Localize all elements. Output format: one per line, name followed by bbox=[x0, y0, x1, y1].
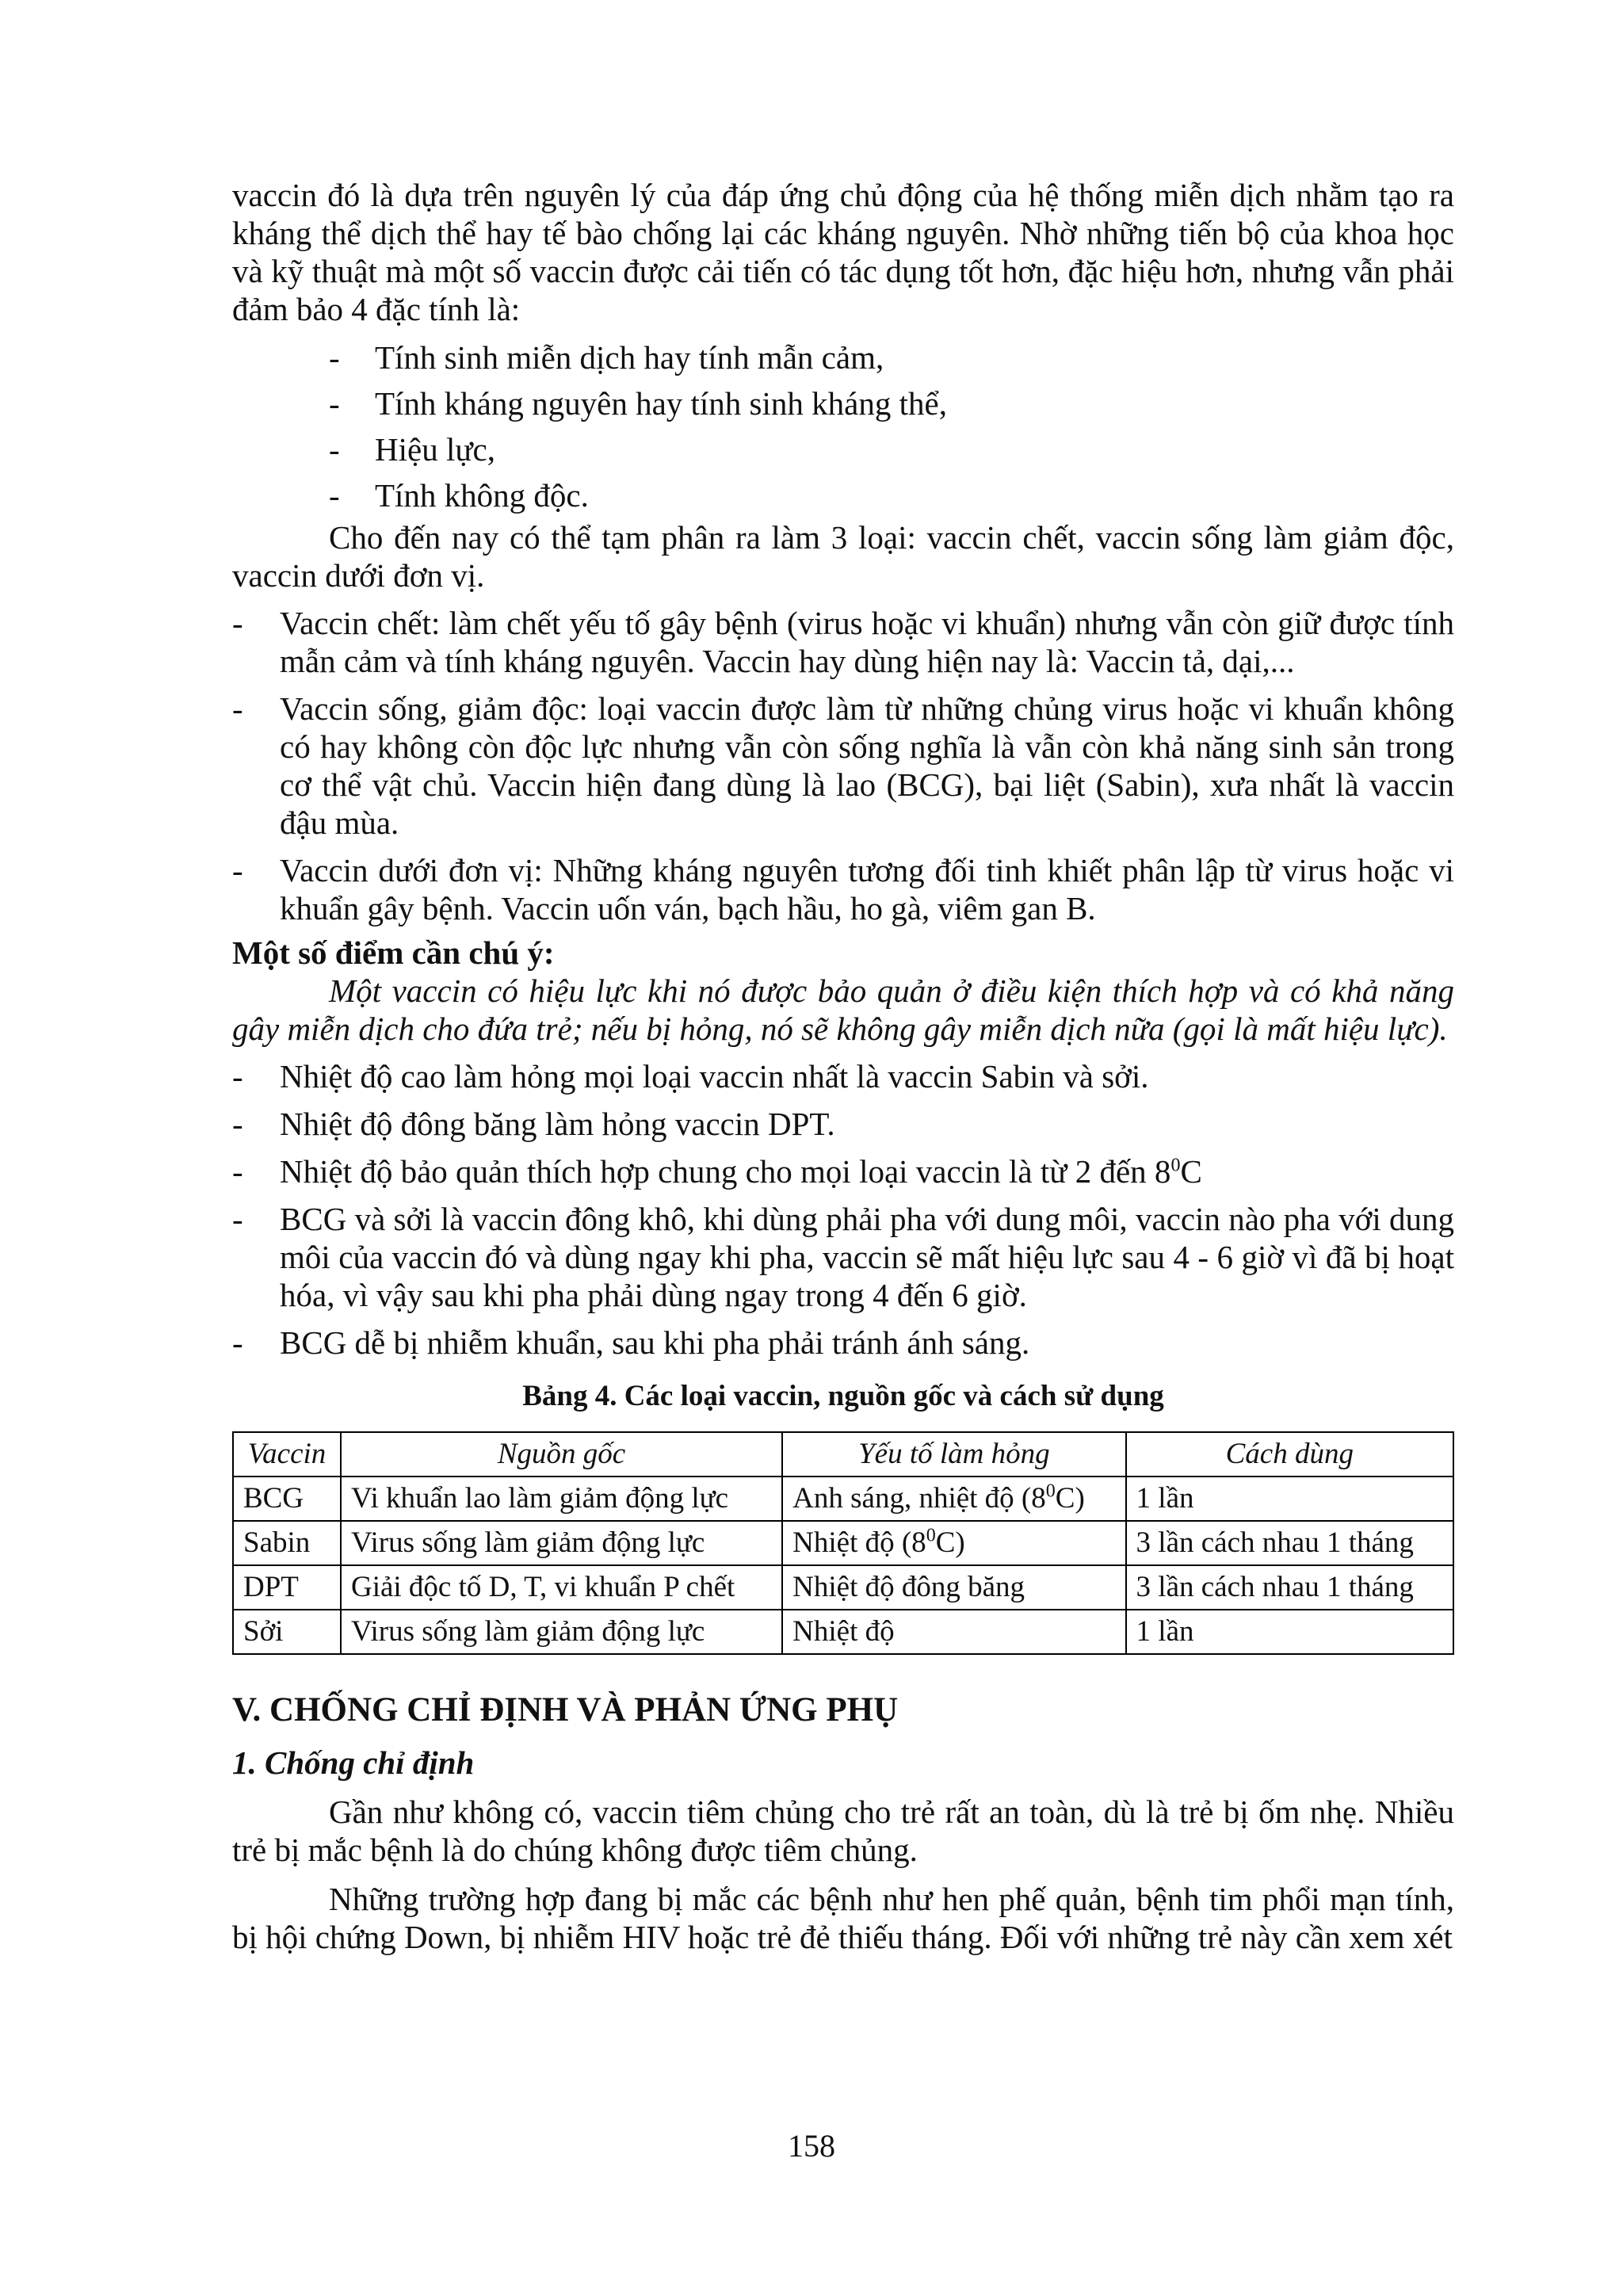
table-cell: Nhiệt độ đông băng bbox=[782, 1565, 1125, 1610]
vaccine-type-text: Vaccin sống, giảm độc: loại vaccin được làm từ những chủng virus hoặc vi khuẩn không có hay không còn độc lực nhưng vẫn còn sống nghĩa là vẫn còn khả năng sinh sản trong cơ thể vật chủ. Vaccin hiện đang dùng là lao (BCG), bại liệt (Sabin), xưa nhất là vaccin đậu mùa. bbox=[280, 690, 1454, 841]
table-header-row bbox=[233, 1432, 1453, 1477]
cell-text: Nhiệt độ (8 bbox=[792, 1526, 926, 1559]
vaccine-type-item: - Vaccin chết: làm chết yếu tố gây bệnh (virus hoặc vi khuẩn) nhưng vẫn còn giữ được tính mẫn cảm và tính kháng nguyên. Vaccin hay dùng hiện nay là: Vaccin tả, dại,... bbox=[232, 605, 1454, 679]
table-cell: Sởi bbox=[233, 1610, 341, 1654]
note-text: Nhiệt độ cao làm hỏng mọi loại vaccin nhất là vaccin Sabin và sởi. bbox=[280, 1058, 1149, 1095]
table-header-cell: Yếu tố làm hỏng bbox=[782, 1432, 1125, 1477]
table-cell bbox=[782, 1477, 1125, 1521]
vaccine-type-text: Vaccin dưới đơn vị: Những kháng nguyên tương đối tinh khiết phân lập từ virus hoặc vi khuẩn gây bệnh. Vaccin uốn ván, bạch hầu, ho gà, viêm gan B. bbox=[280, 852, 1454, 926]
table-row bbox=[233, 1565, 1453, 1610]
cell-text: C) bbox=[1055, 1482, 1085, 1515]
table-cell: 1 lần bbox=[1126, 1610, 1453, 1654]
note-text: Nhiệt độ đông băng làm hỏng vaccin DPT. bbox=[280, 1106, 835, 1142]
superscript: 0 bbox=[926, 1525, 936, 1546]
notes-heading: Một số điểm cần chú ý: bbox=[232, 934, 555, 971]
note-text-unit: C bbox=[1180, 1153, 1202, 1190]
table-header-cell: Cách dùng bbox=[1126, 1432, 1453, 1477]
table-row bbox=[233, 1521, 1453, 1565]
table-cell: Virus sống làm giảm động lực bbox=[341, 1610, 782, 1654]
note-item: - BCG và sởi là vaccin đông khô, khi dùng phải pha với dung môi, vaccin nào pha với dung môi của vaccin đó và dùng ngay khi pha, vaccin sẽ mất hiệu lực sau 4 - 6 giờ vì đã bị hoạt hóa, vì vậy sau khi pha phải dùng ngay trong 4 đến 6 giờ. bbox=[232, 1201, 1454, 1313]
notes-italic-paragraph: Một vaccin có hiệu lực khi nó được bảo quản ở điều kiện thích hợp và có khả năng gây miễn dịch cho đứa trẻ; nếu bị hỏng, nó sẽ không gây miễn dịch nữa (gọi là mất hiệu lực). bbox=[232, 972, 1454, 1047]
cell-text: C) bbox=[935, 1526, 965, 1559]
vaccine-type-text: Vaccin chết: làm chết yếu tố gây bệnh (virus hoặc vi khuẩn) nhưng vẫn còn giữ được tính mẫn cảm và tính kháng nguyên. Vaccin hay dùng hiện nay là: Vaccin tả, dại,... bbox=[280, 605, 1454, 679]
note-item: - Nhiệt độ đông băng làm hỏng vaccin DPT. bbox=[232, 1106, 835, 1142]
intro-paragraph: vaccin đó là dựa trên nguyên lý của đáp ứng chủ động của hệ thống miễn dịch nhằm tạo ra kháng thể dịch thể hay tế bào chống lại các kháng nguyên. Nhờ những tiến bộ của khoa học và kỹ thuật mà một số vaccin được cải tiến có tác dụng tốt hơn, đặc hiệu hơn, nhưng vẫn phải đảm bảo 4 đặc tính là: bbox=[232, 177, 1454, 327]
note-text: Nhiệt độ bảo quản thích hợp chung cho mọi loại vaccin là từ 2 đến 8 bbox=[280, 1153, 1171, 1190]
body-paragraph: Gần như không có, vaccin tiêm chủng cho trẻ rất an toàn, dù là trẻ bị ốm nhẹ. Nhiều trẻ bị mắc bệnh là do chúng không được tiêm chủng. bbox=[232, 1794, 1454, 1868]
vaccine-table bbox=[232, 1431, 1454, 1655]
table-cell: Virus sống làm giảm động lực bbox=[341, 1521, 782, 1565]
traits-list bbox=[232, 334, 1454, 518]
superscript: 0 bbox=[1170, 1155, 1181, 1176]
table-row bbox=[233, 1610, 1453, 1654]
note-text: BCG và sởi là vaccin đông khô, khi dùng phải pha với dung môi, vaccin nào pha với dung môi của vaccin đó và dùng ngay khi pha, vaccin sẽ mất hiệu lực sau 4 - 6 giờ vì đã bị hoạt hóa, vì vậy sau khi pha phải dùng ngay trong 4 đến 6 giờ. bbox=[280, 1201, 1454, 1313]
table-cell: 3 lần cách nhau 1 tháng bbox=[1126, 1565, 1453, 1610]
table-row bbox=[233, 1477, 1453, 1521]
superscript: 0 bbox=[1045, 1480, 1056, 1502]
table-cell: Sabin bbox=[233, 1521, 341, 1565]
list-item: - Tính kháng nguyên hay tính sinh kháng thể, bbox=[232, 380, 1454, 426]
table-cell bbox=[782, 1521, 1125, 1565]
vaccine-type-item: - Vaccin sống, giảm độc: loại vaccin được làm từ những chủng virus hoặc vi khuẩn không có hay không còn độc lực nhưng vẫn còn sống nghĩa là vẫn còn khả năng sinh sản trong cơ thể vật chủ. Vaccin hiện đang dùng là lao (BCG), bại liệt (Sabin), xưa nhất là vaccin đậu mùa. bbox=[232, 690, 1454, 841]
page-number: 158 bbox=[788, 2128, 835, 2164]
section-title: V. CHỐNG CHỈ ĐỊNH VÀ PHẢN ỨNG PHỤ bbox=[232, 1691, 899, 1729]
table-header-cell: Nguồn gốc bbox=[341, 1432, 782, 1477]
note-item: - Nhiệt độ cao làm hỏng mọi loại vaccin nhất là vaccin Sabin và sởi. bbox=[232, 1058, 1149, 1095]
vaccine-type-item: - Vaccin dưới đơn vị: Những kháng nguyên tương đối tinh khiết phân lập từ virus hoặc vi khuẩn gây bệnh. Vaccin uốn ván, bạch hầu, ho gà, viêm gan B. bbox=[232, 852, 1454, 926]
table-caption: Bảng 4. Các loại vaccin, nguồn gốc và cách sử dụng bbox=[522, 1380, 1164, 1412]
table-cell: BCG bbox=[233, 1477, 341, 1521]
table-header-cell: Vaccin bbox=[233, 1432, 341, 1477]
cell-text: Anh sáng, nhiệt độ (8 bbox=[792, 1482, 1046, 1515]
table-cell: DPT bbox=[233, 1565, 341, 1610]
table-cell: Nhiệt độ bbox=[782, 1610, 1125, 1654]
note-text: BCG dễ bị nhiễm khuẩn, sau khi pha phải tránh ánh sáng. bbox=[280, 1324, 1030, 1361]
note-item: - BCG dễ bị nhiễm khuẩn, sau khi pha phải tránh ánh sáng. bbox=[232, 1324, 1030, 1361]
subsection-title: 1. Chống chỉ định bbox=[232, 1744, 475, 1781]
table-cell: 1 lần bbox=[1126, 1477, 1453, 1521]
table-cell: Vi khuẩn lao làm giảm động lực bbox=[341, 1477, 782, 1521]
table-cell: Giải độc tố D, T, vi khuẩn P chết bbox=[341, 1565, 782, 1610]
note-item: - Nhiệt độ bảo quản thích hợp chung cho mọi loại vaccin là từ 2 đến $8^0C$ bbox=[232, 1153, 1202, 1190]
table-cell: 3 lần cách nhau 1 tháng bbox=[1126, 1521, 1453, 1565]
body-paragraph: Những trường hợp đang bị mắc các bệnh như hen phế quản, bệnh tim phổi mạn tính, bị hội chứng Down, bị nhiễm HIV hoặc trẻ đẻ thiếu tháng. Đối với những trẻ này cần xem xét bbox=[232, 1881, 1454, 1955]
list-item: - Tính không độc. bbox=[232, 472, 1454, 518]
classification-paragraph: Cho đến nay có thể tạm phân ra làm 3 loại: vaccin chết, vaccin sống làm giảm độc, vaccin dưới đơn vị. bbox=[232, 519, 1454, 594]
page-content bbox=[232, 176, 1454, 1956]
list-item: - Hiệu lực, bbox=[232, 426, 1454, 472]
list-item: - Tính sinh miễn dịch hay tính mẫn cảm, bbox=[232, 334, 1454, 380]
